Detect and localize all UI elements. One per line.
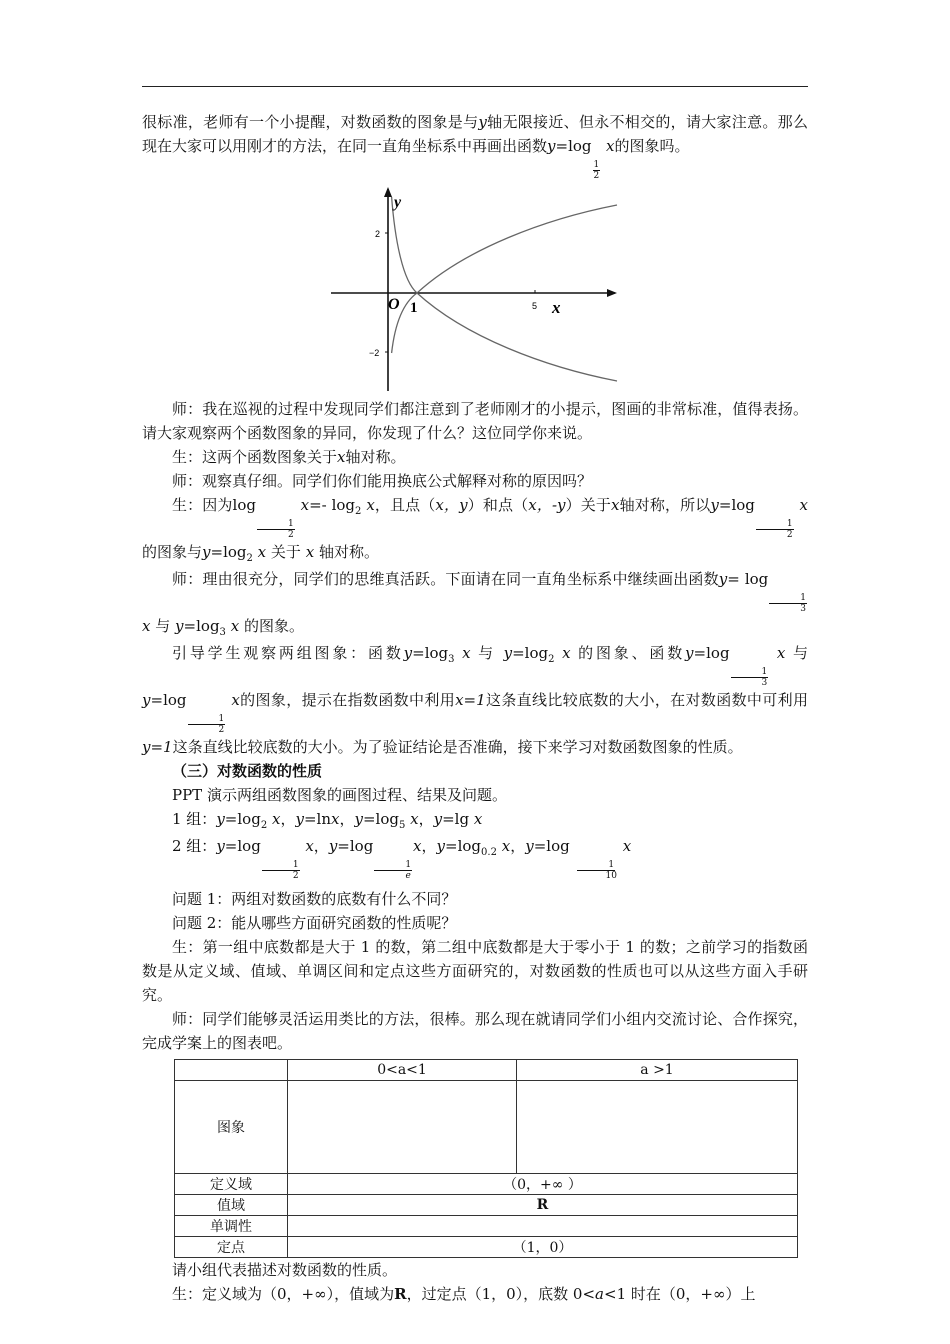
paragraph-3: 生：这两个函数图象关于x轴对称。	[172, 448, 406, 466]
table-row	[175, 1081, 798, 1174]
table-row	[175, 1060, 798, 1081]
one-label: 1	[410, 300, 418, 316]
row-label-monotonicity: 单调性	[175, 1216, 288, 1237]
table-row	[175, 1216, 798, 1237]
x-axis	[331, 289, 617, 297]
origin-label: O	[388, 296, 400, 313]
table-cell[interactable]	[288, 1216, 798, 1237]
group-2: 2 组：y=log $\frac{1}{2}$ x，y=log $\frac{1}{e}$ x，$y=\log_{0.2}$ x，y=log $\frac{1}{10}$ x	[172, 837, 632, 881]
curve-log-half	[392, 197, 617, 381]
x-axis-label: x	[552, 298, 561, 317]
fixed-point-value: （1，0）	[288, 1237, 798, 1258]
table-cell[interactable]	[517, 1081, 798, 1174]
tick-label-y-pos: 2	[375, 229, 381, 239]
group-1: 1 组：$y=\log_2$ x，y=lnx，$y=\log_5$ x，y=lg x	[172, 810, 483, 831]
document-page	[142, 110, 808, 1306]
row-label-fixed-point: 定点	[175, 1237, 288, 1258]
log-function-graph	[325, 185, 625, 397]
table-row	[175, 1174, 798, 1195]
paragraph-1: 很标准，老师有一个小提醒，对数函数的图象是与y轴无限接近、但永不相交的，请大家注意。那么现在大家可以用刚才的方法，在同一直角坐标系中再画出函数y=log $\frac{1}{2}$ x的图象吗。	[142, 113, 808, 181]
paragraph-4: 师：观察真仔细。同学们你们能用换底公式解释对称的原因吗？	[172, 472, 593, 490]
tick-label-x: 5	[532, 301, 538, 311]
question-2: 问题 2：能从哪些方面研究函数的性质呢？	[172, 914, 457, 932]
paragraph-6: 师：理由很充分，同学们的思维真活跃。下面请在同一直角坐标系中继续画出函数y= log $\frac{1}{3}$ x 与 $y=\log_3$ x 的图象。	[142, 570, 806, 638]
paragraph-8: PPT 演示两组函数图象的画图过程、结果及问题。	[172, 786, 507, 804]
table-header-a-gt-1: a >1	[517, 1060, 798, 1081]
table-row	[175, 1195, 798, 1216]
question-1: 问题 1：两组对数函数的底数有什么不同？	[172, 890, 457, 908]
paragraph-12: 生：定义域为（0，+∞），值域为R，过定点（1，0），底数 0<a<1 时在（0，+∞）上	[172, 1285, 756, 1303]
row-label-domain: 定义域	[175, 1174, 288, 1195]
section-heading: （三）对数函数的性质	[172, 762, 323, 780]
row-label-range: 值域	[175, 1195, 288, 1216]
domain-value: （0，+∞ ）	[288, 1174, 798, 1195]
table-cell[interactable]	[288, 1081, 517, 1174]
table-row	[175, 1237, 798, 1258]
paragraph-2: 师：我在巡视的过程中发现同学们都注意到了老师刚才的小提示，图画的非常标准，值得表扬。请大家观察两个函数图象的异同，你发现了什么？这位同学你来说。	[142, 400, 808, 442]
properties-table	[174, 1059, 798, 1258]
y-axis	[384, 187, 392, 391]
curve-log2	[392, 205, 617, 353]
tick-label-y-neg: −2	[369, 348, 380, 358]
y-axis-label: y	[394, 194, 402, 211]
header-rule	[142, 86, 808, 87]
paragraph-7: 引导学生观察两组图象：函数$y=\log_3$ x 与 $y=\log_2$ x 的图象、函数y=log $\frac{1}{3}$ x 与 y=log $\frac{1}{2}$ x的图象，提示在指数函数中利用x=1这条直线比较底数的大小，在对数函数中可利用y=1这条直线比较底数的大小。为了验证结论是否准确，接下来学习对数函数图象的性质。	[142, 644, 808, 756]
table-header-a-lt-1: 0<a<1	[288, 1060, 517, 1081]
paragraph-11: 请小组代表描述对数函数的性质。	[172, 1261, 398, 1279]
range-value: R	[288, 1195, 798, 1216]
row-label-graph: 图象	[175, 1081, 288, 1174]
paragraph-5: 生：因为log $\frac{1}{2}$ x=- $\log_2 x$，且点（x，y）和点（x，-y）关于x轴对称，所以y=log $\frac{1}{2}$ x的图象与$y=\log_2$ x 关于 x 轴对称。	[142, 496, 808, 564]
paragraph-9: 生：第一组中底数都是大于 1 的数，第二组中底数都是大于零小于 1 的数；之前学习的指数函数是从定义域、值域、单调区间和定点这些方面研究的，对数函数的性质也可以从这些方面入手研究。	[142, 938, 808, 1004]
table-cell	[175, 1060, 288, 1081]
paragraph-10: 师：同学们能够灵活运用类比的方法，很棒。那么现在就请同学们小组内交流讨论、合作探究，完成学案上的图表吧。	[142, 1010, 808, 1052]
